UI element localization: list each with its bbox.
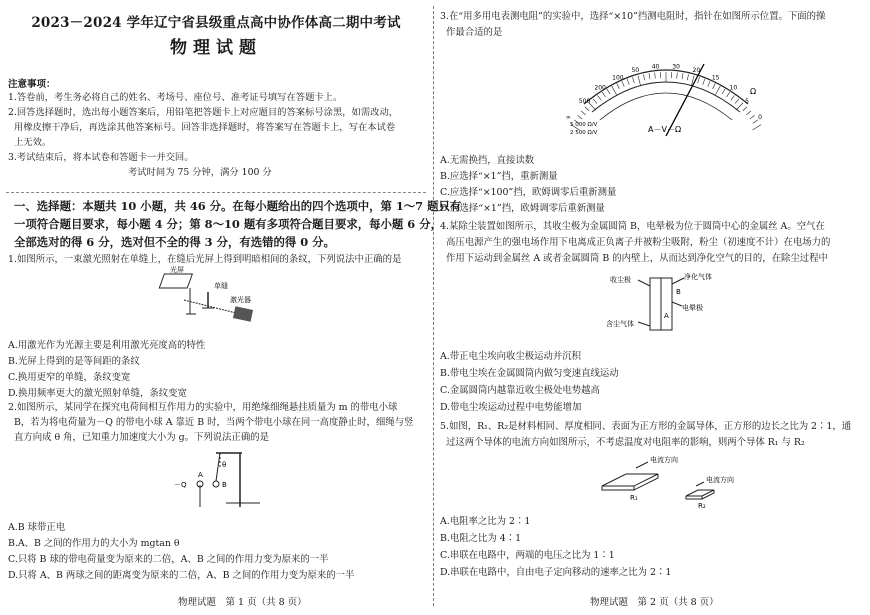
divider-line: [6, 192, 426, 193]
meter-tick: [607, 89, 610, 94]
fig-label-charge: －Q: [174, 481, 187, 489]
question-3-stem: 3.在“用多用电表测电阻”的实验中，选择“×10”挡测电阻时，指针在如图所示位置。下面的操: [440, 11, 826, 22]
notes-heading: 注意事项：: [8, 79, 56, 90]
question-1-stem: 1.如图所示，一束激光照射在单缝上，在缝后光屏上得到明暗相间的条纹，下列说法中正确的是: [8, 254, 402, 265]
meter-tick: [643, 74, 644, 80]
meter-scale-label: ∞: [565, 114, 571, 122]
fig-label-dusty-gas: 含尘气体: [606, 320, 634, 328]
section-heading: 一项符合题目要求，每小题 4 分；第 8～10 题有多项符合题目要求，每小题 6 分，: [14, 217, 442, 231]
meter-tick: [753, 125, 761, 130]
q3-meter-figure: [565, 44, 762, 140]
meter-tick: [617, 83, 620, 88]
fig-label-current-1: 电流方向: [650, 456, 678, 464]
fig-label-b: B: [676, 288, 681, 296]
fig-label-a: A: [664, 312, 669, 320]
question-5-stem: 过这两个导体的电流方向如图所示，不考虑温度对电阻率的影响，则两个导体 R₁ 与 R₂: [446, 437, 805, 448]
q1-option-c: C.换用更窄的单缝，条纹变宽: [8, 372, 131, 383]
meter-tick: [698, 77, 700, 83]
meter-scale-label: 100: [612, 74, 624, 82]
q5-option-d: D.串联在电路中，自由电子定向移动的速率之比为 2∶1: [440, 567, 672, 578]
meter-tick: [655, 73, 656, 79]
note-line: 3.考试结束后，将本试卷和答题卡一并交回。: [8, 152, 194, 163]
question-2-stem: 直方向成 θ 角，已知重力加速度大小为 g。下列说法正确的是: [14, 432, 269, 443]
note-line: 1.答卷前，考生务必将自己的姓名、考场号、座位号、准考证号填写在答题卡上。: [8, 92, 343, 103]
fig-label-b: B: [222, 481, 227, 489]
meter-tick: [622, 81, 624, 87]
footer-left: 物理试题 第 1 页（共 8 页）: [178, 597, 307, 608]
meter-scale-label: 40: [651, 63, 660, 71]
meter-tick: [736, 103, 743, 110]
note-line: 用橡皮擦干净后，再选涂其他答案标号。回答非选择题时，将答案写在答题卡上，写在本试卷: [14, 122, 396, 133]
q2-option-a: A.B 球带正电: [8, 522, 66, 533]
q2-option-b: B.A、B 之间的作用力的大小为 mgtan θ: [8, 538, 180, 549]
q3-option-d: D.应选择“×1”挡，欧姆调零后重新测量: [440, 203, 605, 214]
meter-tick: [649, 73, 650, 79]
exam-time: 考试时间为 75 分钟，满分 100 分: [128, 167, 272, 178]
fig-label-screen: 光屏: [170, 266, 184, 274]
footer-right: 物理试题 第 2 页（共 8 页）: [590, 597, 719, 608]
meter-tick: [627, 79, 629, 85]
q1-option-a: A.用激光作为光源主要是利用激光亮度高的特性: [8, 340, 206, 351]
fig-label-laser: 激光器: [230, 296, 251, 304]
right-page: [434, 0, 870, 615]
fig-label-current-2: 电流方向: [706, 476, 734, 484]
fig-label-theta: θ: [222, 461, 227, 469]
meter-tick: [593, 99, 597, 104]
question-4-stem: 4.某除尘装置如图所示，其收尘极为金属圆筒 B，电晕极为位于圆筒中心的金属丝 A。空气在: [440, 221, 825, 232]
meter-tick: [713, 83, 716, 88]
q4-figure: [604, 270, 724, 342]
meter-tick: [581, 111, 586, 115]
fig-label-clean-gas: 净化气体: [684, 273, 712, 281]
q5-option-c: C.串联在电路中，两端的电压之比为 1∶1: [440, 550, 615, 561]
meter-tick: [633, 77, 635, 83]
meter-tick: [708, 81, 710, 87]
meter-tick: [687, 74, 688, 80]
q4-option-b: B.带电尘埃在金属圆筒内做匀变速直线运动: [440, 368, 619, 379]
meter-tick: [598, 95, 602, 100]
q5-figure: [600, 452, 740, 510]
fig-label-r1: R₁: [630, 494, 638, 502]
fig-label-r2: R₂: [698, 502, 706, 510]
meter-tick: [578, 115, 583, 119]
question-5-stem: 5.如图，R₁、R₂是材料相同、厚度相同、表面为正方形的金属导体，正方形的边长之比为 2∶1，通: [440, 421, 852, 432]
meter-tick: [743, 107, 747, 111]
question-2-stem: B，若为将电荷量为－Q 的带电小球 A 靠近 B 时，当两个带电小球在同一高度静止时，细绳与竖: [14, 417, 414, 428]
fig-label-a: A: [198, 471, 203, 479]
q3-option-b: B.应选择“×1”挡，重新测量: [440, 171, 558, 182]
meter-tick: [638, 76, 641, 86]
meter-scale-label: 50: [631, 67, 640, 75]
q4-option-d: D.带电尘埃运动过程中电势能增加: [440, 402, 582, 413]
fig-label-collector: 收尘极: [610, 276, 631, 284]
meter-scale-label: 10: [729, 84, 738, 92]
meter-tick: [746, 111, 751, 115]
q5-option-a: A.电阻率之比为 2∶1: [440, 516, 531, 527]
meter-tick: [726, 92, 729, 97]
q4-option-a: A.带正电尘埃向收尘极运动并沉积: [440, 351, 582, 362]
q3-option-a: A.无需换挡，直接读数: [440, 155, 535, 166]
q5-option-b: B.电阻之比为 4∶1: [440, 533, 522, 544]
meter-tick: [602, 92, 605, 97]
meter-tick: [735, 99, 739, 104]
q1-option-d: D.换用频率更大的激光照射单缝，条纹变宽: [8, 388, 187, 399]
meter-label-sens1: 5 000 Ω/V: [570, 122, 598, 128]
meter-tick: [703, 79, 705, 85]
meter-label-sens2: 2 500 Ω/V: [570, 130, 598, 136]
fig-label-corona: 电晕极: [682, 304, 703, 312]
section-heading: 一、选择题：本题共 10 小题，共 46 分。在每小题给出的四个选项中，第 1～7 题只有: [14, 199, 462, 213]
question-4-stem: 高压电源产生的强电场作用下电离成正负离子并被粉尘吸附，粉尘（初速度不计）在电场力的: [446, 237, 831, 248]
section-heading: 全部选对的得 6 分，选对但不全的得 3 分，有选错的得 0 分。: [14, 235, 335, 249]
q3-option-c: C.应选择“×100”挡，欧姆调零后重新测量: [440, 187, 617, 198]
meter-tick: [750, 115, 755, 119]
meter-scale-label: 20: [692, 67, 701, 75]
meter-tick: [753, 120, 758, 123]
meter-label-ohm: Ω: [750, 87, 757, 96]
meter-tick: [722, 89, 725, 94]
q2-option-d: D.只将 A、B 两球之间的距离变为原来的二倍，A、B 之间的作用力变为原来的一半: [8, 570, 355, 581]
q2-figure: [160, 447, 270, 513]
fig-label-slit: 单缝: [214, 282, 228, 290]
q1-option-b: B.光屏上得到的是等间距的条纹: [8, 356, 140, 367]
meter-tick: [682, 73, 683, 79]
meter-label-avo: A－V－Ω: [648, 125, 682, 134]
q1-figure: [150, 264, 270, 332]
exam-title: 2023－2024 学年辽宁省县级重点高中协作体高二期中考试: [31, 15, 401, 31]
meter-scale-label: 200: [594, 84, 606, 92]
meter-scale-label: 0: [758, 114, 762, 122]
meter-scale-label: 500: [578, 98, 591, 106]
question-3-stem: 作最合适的是: [446, 27, 503, 38]
meter-tick: [585, 107, 589, 111]
meter-tick: [715, 86, 720, 95]
meter-scale-label: 5: [745, 98, 750, 106]
meter-tick: [677, 73, 678, 79]
note-line: 上无效。: [14, 137, 52, 148]
meter-tick: [731, 95, 735, 100]
q4-option-c: C.金属圆筒内越靠近收尘极处电势越高: [440, 385, 600, 396]
meter-scale-label: 15: [711, 74, 720, 82]
meter-tick: [612, 86, 617, 95]
note-line: 2.回答选择题时，选出每小题答案后，用铅笔把答题卡上对应题目的答案标号涂黑，如需改动，: [8, 107, 399, 118]
q2-option-c: C.只将 B 球的带电荷量变为原来的二倍，A、B 之间的作用力变为原来的一半: [8, 554, 329, 565]
meter-scale-label: 30: [672, 63, 680, 71]
question-4-stem: 作用下运动到金属丝 A 或者金属圆筒 B 的内壁上，从而达到净化空气的目的，在除尘过程中: [446, 253, 828, 264]
subject-title: 物理试题: [170, 38, 262, 58]
question-2-stem: 2.如图所示，某同学在探究电荷间相互作用力的实验中，用绝缘细绳悬挂质量为 m 的带电小球: [8, 402, 398, 413]
